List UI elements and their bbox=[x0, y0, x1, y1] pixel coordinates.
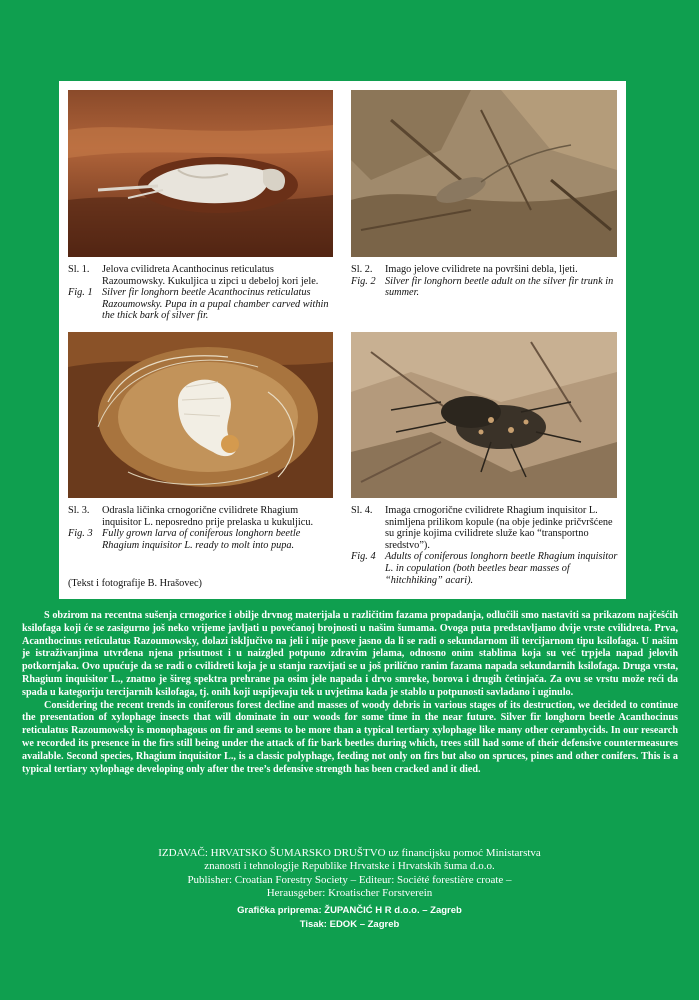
caption-text-hr: Jelova cvilidreta Acanthocinus reticulatus Razoumowsky. Kukuljica u zipci u debeloj kori jele. bbox=[102, 264, 319, 287]
paragraph-english: Considering the recent trends in coniferous forest decline and masses of woody debris in various stages of its destruction, we decided to continue the presentation of xylophage insects that will dominate in our woods for some time in the near future. Silver fir longhorn beetle Acanthocinus reticulatus Razoumowsky is monophagous on fir and seems to be more than a typical tertiary xylophage like many other cerambycids. In our research we recorded its presence in the firs still being under the attack of fir bark beetles during which, trees still had some of their defensive countermeasures available. Second species, Rhagium inquisitor L., is a classic polyphage, feeding not only on firs but also on spruces, pines and other conifers. This is a typical tertiary xylophage developing only after the tree’s defensive strength has been cracked and it died. bbox=[22, 699, 678, 775]
caption-text-hr: Imago jelove cvilidrete na površini debla, ljeti. bbox=[385, 264, 578, 275]
caption-label-en: Fig. 2 bbox=[351, 275, 376, 287]
caption-label-hr: Sl. 4. bbox=[351, 505, 373, 516]
caption-text-en: Silver fir longhorn beetle Acanthocinus reticulatus Razoumowsky. Pupa in a pupal chamber carved within the thick bark of silver fir. bbox=[102, 287, 329, 322]
caption-label-en: Fig. 3 bbox=[68, 528, 93, 540]
caption-figure-3 bbox=[68, 505, 336, 551]
photo-credit: (Tekst i fotografije B. Hrašovec) bbox=[68, 578, 202, 589]
caption-text-hr: Odrasla ličinka crnogorične cvilidrete Rhagium inquisitor L. neposredno prije prelaska u kukuljicu. bbox=[102, 505, 314, 528]
caption-text-en: Silver fir longhorn beetle adult on the silver fir trunk in summer. bbox=[385, 275, 614, 299]
caption-label-hr: Sl. 1. bbox=[68, 264, 90, 275]
footer-publisher-en: Publisher: Croatian Forestry Society – Editeur: Société forestière croate – bbox=[187, 873, 512, 886]
caption-figure-2 bbox=[351, 264, 619, 299]
caption-text-en: Adults of coniferous longhorn beetle Rhagium inquisitor L. in copulation (both beetles bear masses of “hitchhiking” acari). bbox=[385, 551, 618, 586]
photo-adults-copulation bbox=[351, 332, 617, 498]
photo-adult-on-trunk bbox=[351, 90, 617, 257]
photo-pupa-in-bark bbox=[68, 90, 333, 257]
caption-text-hr: Imaga crnogorične cvilidrete Rhagium inquisitor L. snimljena prilikom kopule (na obje jedinke pričvršćene su grinje kojima cvilidrete služe kao “transportno sredstvo”). bbox=[385, 505, 613, 551]
caption-label-en: Fig. 4 bbox=[351, 551, 376, 563]
publisher-footer bbox=[0, 847, 699, 931]
caption-label-en: Fig. 1 bbox=[68, 287, 93, 299]
caption-figure-1 bbox=[68, 264, 336, 322]
footer-publisher-hr-cont: znanosti i tehnologije Republike Hrvatske i Hrvatskih šuma d.o.o. bbox=[204, 860, 495, 873]
caption-label-hr: Sl. 3. bbox=[68, 505, 90, 516]
footer-publisher-de: Herausgeber: Kroatischer Forstverein bbox=[266, 887, 433, 900]
caption-text-en: Fully grown larva of coniferous longhorn beetle Rhagium inquisitor L. ready to molt into pupa. bbox=[102, 528, 301, 551]
caption-figure-4 bbox=[351, 505, 619, 586]
figure-panel bbox=[59, 81, 626, 599]
caption-label-hr: Sl. 2. bbox=[351, 264, 373, 275]
footer-print: Tisak: EDOK – Zagreb bbox=[299, 918, 400, 930]
footer-publisher-hr: IZDAVAČ: HRVATSKO ŠUMARSKO DRUŠTVO uz financijsku pomoć Ministarstva bbox=[158, 847, 541, 859]
paragraph-croatian: S obzirom na recentna sušenja crnogorice i obilje drvnog materijala u različitim fazama propadanja, odlučili smo nastaviti sa prikazom najčešćih ksilofaga koji će se zasigurno još neko vrijeme javljati u povećanoj brojnosti u našim šumama. Ovoga puta predstavljamo dvije vrste cvilidreta. Prva, Acanthocinus reticulatus Razoumowsky, dolazi isključivo na jeli i nije posve jasno da li se radi o sekundarnom ili tercijarnom tipu ksilofaga. U našim je istraživanjima utvrđena njena prisutnost i u naizgled potpuno zdravim jelama, odnosno onim stablima koja su već trpjela napad jelovih potkornjaka. Ovo upućuje da se radi o cvilidreti koja je u stanju razvijati se u još prilično ranim fazama napada sekundarnih ksilofaga. Druga vrsta, Rhagium inquisitor L., znatno je šireg spektra prehrane pa osim jele napada i drvo smreke, borova i drugih četinjača. Za ovu se vrstu može reći da spada u kategoriju tercijarnih ksilofaga, tj. onih koji uspijevaju tek u uvjetima kada je stablo u potpunosti savladano i uginulo. bbox=[22, 610, 678, 698]
footer-prepress: Grafička priprema: ŽUPANČIĆ H R d.o.o. – Zagreb bbox=[237, 904, 462, 916]
photo-larva bbox=[68, 332, 333, 498]
article-body bbox=[22, 610, 678, 776]
